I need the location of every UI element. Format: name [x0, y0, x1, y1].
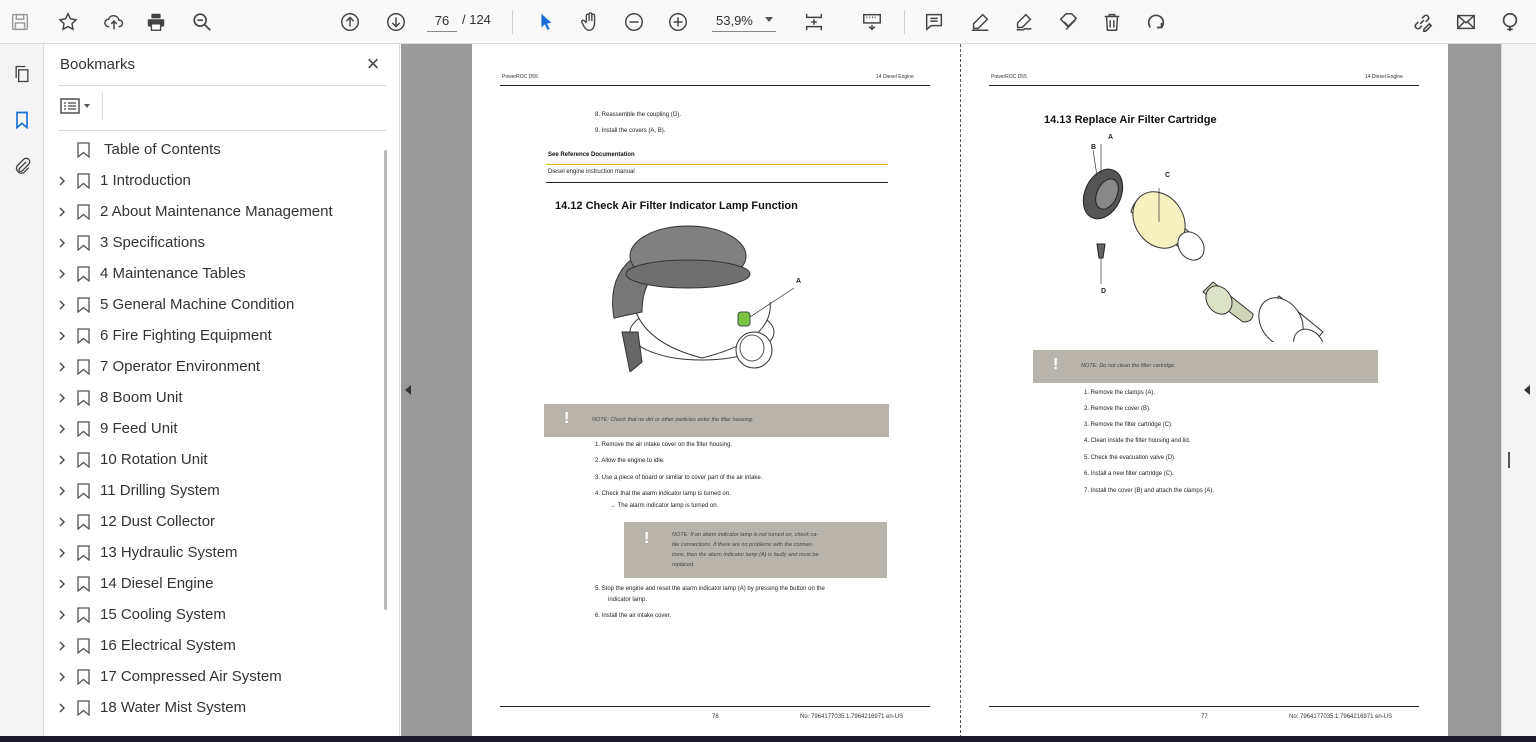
chevron-right-icon[interactable]	[57, 703, 67, 713]
reference-heading: See Reference Documentation	[548, 152, 635, 158]
bookmark-icon	[77, 638, 90, 654]
footer-rule	[989, 706, 1419, 707]
bookmark-label: Table of Contents	[104, 141, 221, 158]
chevron-right-icon[interactable]	[57, 300, 67, 310]
bookmark-label: 13 Hydraulic System	[100, 544, 238, 561]
upload-cloud-icon[interactable]	[100, 8, 128, 36]
note-text: ble connections. If there are no problems with the connec-	[672, 542, 814, 548]
star-icon[interactable]	[54, 8, 82, 36]
bookmark-item[interactable]	[44, 475, 384, 506]
header-rule	[500, 85, 930, 86]
bookmark-label: 7 Operator Environment	[100, 358, 261, 375]
collapse-panel-icon[interactable]	[405, 385, 411, 395]
note-text: NOTE: Do not clean the filter cartridge.	[1081, 363, 1176, 369]
bookmark-icon	[77, 669, 90, 685]
bookmark-icon	[77, 700, 90, 716]
chevron-right-icon[interactable]	[57, 331, 67, 341]
chevron-right-icon[interactable]	[57, 238, 67, 248]
note-text: tions, then the alarm indicator lamp (A) is faulty and must be	[672, 552, 819, 558]
expand-right-panel-icon[interactable]	[1524, 385, 1530, 395]
reference-rule	[546, 164, 888, 165]
exclamation-icon: !	[1053, 356, 1059, 373]
chevron-right-icon[interactable]	[57, 517, 67, 527]
chevron-right-icon[interactable]	[57, 176, 67, 186]
toolbar-divider	[512, 10, 513, 34]
page-number: 77	[1201, 714, 1208, 720]
chevron-right-icon[interactable]	[57, 610, 67, 620]
note-text: replaced.	[672, 562, 695, 568]
print-icon[interactable]	[142, 8, 170, 36]
bookmark-icon	[77, 173, 90, 189]
page-number-input[interactable]: 76	[427, 10, 457, 32]
bookmarks-scrollbar[interactable]	[384, 150, 387, 610]
page-fit-icon[interactable]	[800, 8, 828, 36]
account-icon[interactable]	[1496, 8, 1524, 36]
select-cursor-icon[interactable]	[532, 8, 560, 36]
zoom-out-icon[interactable]	[620, 8, 648, 36]
footer-rule	[500, 706, 930, 707]
figure-label: A	[796, 278, 802, 285]
bookmark-icon	[77, 328, 90, 344]
section-title: 14.12 Check Air Filter Indicator Lamp Function	[555, 200, 798, 212]
chevron-right-icon[interactable]	[57, 207, 67, 217]
page-header-right: 14 Diesel Engine	[1365, 74, 1403, 80]
previous-page-icon[interactable]	[336, 8, 364, 36]
attachment-icon[interactable]	[8, 152, 36, 180]
step-text: 2. Remove the cover (B).	[1084, 406, 1151, 412]
stamp-icon[interactable]	[1054, 8, 1082, 36]
chevron-right-icon[interactable]	[57, 641, 67, 651]
step-result: → The alarm indicator lamp is turned on.	[610, 503, 719, 509]
list-options-icon	[60, 98, 80, 114]
right-panel-gutter	[1501, 44, 1536, 742]
page-header-left: PowerROC D55	[502, 74, 538, 80]
link-edit-icon[interactable]	[1408, 8, 1436, 36]
note-box	[624, 522, 887, 578]
bookmark-item[interactable]	[44, 289, 384, 320]
bookmark-options-button[interactable]	[60, 95, 96, 117]
page-header-right: 14 Diesel Engine	[876, 74, 914, 80]
rotate-icon[interactable]	[1142, 8, 1170, 36]
comment-icon[interactable]	[920, 8, 948, 36]
chevron-right-icon[interactable]	[57, 486, 67, 496]
exclamation-icon: !	[564, 410, 570, 427]
bookmark-label: 4 Maintenance Tables	[100, 265, 246, 282]
bookmark-label: 2 About Maintenance Management	[100, 203, 333, 220]
bookmark-panel-icon[interactable]	[8, 106, 36, 134]
zoom-search-icon[interactable]	[188, 8, 216, 36]
filter-exploded-illustration	[1071, 132, 1341, 342]
toolbar-divider	[904, 10, 905, 34]
hand-tool-icon[interactable]	[576, 8, 604, 36]
note-box	[544, 404, 889, 437]
bookmark-icon	[77, 142, 90, 158]
figure-label-b: B	[1091, 144, 1097, 151]
step-text: 1. Remove the clamps (A).	[1084, 390, 1156, 396]
bookmark-item[interactable]	[44, 382, 384, 413]
chevron-down-icon[interactable]	[765, 17, 773, 22]
bookmark-item[interactable]	[44, 661, 384, 692]
step-text: 6. Install the air intake cover.	[595, 613, 672, 619]
trash-icon[interactable]	[1098, 8, 1126, 36]
step-text: 4. Clean inside the filter housing and lid.	[1084, 438, 1191, 444]
zoom-level-select[interactable]: 53,9%	[712, 10, 776, 32]
save-icon[interactable]	[6, 8, 34, 36]
bookmark-icon	[77, 235, 90, 251]
bookmark-item[interactable]	[44, 196, 384, 227]
bookmark-label: 10 Rotation Unit	[100, 451, 208, 468]
step-text: 3. Use a piece of board or similar to cover part of the air intake.	[595, 475, 763, 481]
chevron-right-icon[interactable]	[57, 424, 67, 434]
bookmark-icon	[77, 545, 90, 561]
bookmark-icon	[77, 607, 90, 623]
bookmark-label: 3 Specifications	[100, 234, 206, 251]
step-text: 7. Install the cover (B) and attach the clamps (A).	[1084, 488, 1215, 494]
divider	[102, 92, 103, 120]
vertical-scrollbar-thumb[interactable]	[1508, 452, 1510, 468]
figure-label-d: D	[1101, 288, 1107, 295]
chevron-right-icon[interactable]	[57, 362, 67, 372]
bookmark-label: 9 Feed Unit	[100, 420, 178, 437]
bookmark-icon	[77, 359, 90, 375]
close-icon[interactable]: ×	[366, 51, 380, 76]
divider	[58, 85, 386, 86]
step-text: 6. Install a new filter cartridge (C).	[1084, 471, 1174, 477]
step-text: 2. Allow the engine to idle.	[595, 458, 665, 464]
chevron-right-icon[interactable]	[57, 455, 67, 465]
bookmark-label: 18 Water Mist System	[100, 699, 247, 716]
bookmark-item[interactable]	[44, 506, 384, 537]
email-icon[interactable]	[1452, 8, 1480, 36]
bookmark-item[interactable]	[44, 537, 384, 568]
zoom-in-icon[interactable]	[664, 8, 692, 36]
highlight-pen-icon[interactable]	[966, 8, 994, 36]
header-rule	[989, 85, 1419, 86]
bookmark-label: 15 Cooling System	[100, 606, 226, 623]
chevron-right-icon[interactable]	[57, 579, 67, 589]
bookmark-item[interactable]	[44, 444, 384, 475]
step-text: 5. Stop the engine and reset the alarm indicator lamp (A) by pressing the button on the	[595, 586, 825, 592]
air-filter-illustration	[602, 222, 812, 372]
page-number: 76	[712, 714, 719, 720]
bookmarks-panel	[44, 44, 400, 742]
navigation-rail	[0, 44, 44, 742]
step-text: 5. Check the evacuation valve (D).	[1084, 455, 1176, 461]
bookmark-item[interactable]	[44, 227, 384, 258]
document-number: No: 7964177035.1.7964216971 en-US	[1289, 714, 1393, 720]
step-text: 3. Remove the filter cartridge (C).	[1084, 422, 1173, 428]
bookmark-item[interactable]	[44, 568, 384, 599]
bookmark-item[interactable]	[44, 599, 384, 630]
step-text: indicator lamp.	[608, 597, 648, 603]
figure-label-c: C	[1165, 172, 1171, 179]
bookmark-icon	[77, 483, 90, 499]
page-total: / 124	[462, 12, 491, 27]
bookmark-label: 17 Compressed Air System	[100, 668, 282, 685]
bookmark-label: 11 Drilling System	[100, 482, 220, 499]
bookmark-item[interactable]	[44, 258, 384, 289]
bookmark-icon	[77, 266, 90, 282]
bookmark-label: 5 General Machine Condition	[100, 296, 295, 313]
chevron-right-icon[interactable]	[57, 269, 67, 279]
bookmark-icon	[77, 390, 90, 406]
figure-label-a: A	[1108, 134, 1114, 141]
page-header-left: PowerROC D55	[991, 74, 1027, 80]
chevron-right-icon[interactable]	[57, 672, 67, 682]
bookmark-icon	[77, 514, 90, 530]
bookmark-label: 8 Boom Unit	[100, 389, 183, 406]
note-text: NOTE: If an alarm indicator lamp is not turned on, check ca-	[672, 532, 819, 538]
section-title: 14.13 Replace Air Filter Cartridge	[1044, 114, 1217, 126]
pdf-page-76	[472, 44, 960, 738]
step-text: 4. Check that the alarm indicator lamp is turned on.	[595, 491, 731, 497]
step-text: 9. Install the covers (A, B).	[595, 128, 666, 134]
document-number: No: 7964177035.1.7964216971 en-US	[800, 714, 904, 720]
bookmark-icon	[77, 576, 90, 592]
page-thumbnails-icon[interactable]	[8, 60, 36, 88]
chevron-right-icon[interactable]	[57, 393, 67, 403]
step-text: 1. Remove the air intake cover on the filter housing.	[595, 442, 733, 448]
toolbar	[0, 0, 1536, 44]
bookmark-item[interactable]	[44, 692, 384, 723]
bookmark-label: 1 Introduction	[100, 172, 191, 189]
bookmark-item[interactable]	[44, 134, 384, 165]
step-text: 8. Reassemble the coupling (G).	[595, 112, 682, 118]
read-mode-icon[interactable]	[858, 8, 886, 36]
bookmark-item[interactable]	[44, 165, 384, 196]
chevron-down-icon	[84, 104, 90, 108]
taskbar-strip	[0, 736, 1536, 742]
exclamation-icon: !	[644, 530, 650, 547]
bookmark-item[interactable]	[44, 320, 384, 351]
bookmark-item[interactable]	[44, 413, 384, 444]
bookmark-label: 6 Fire Fighting Equipment	[100, 327, 272, 344]
bookmark-label: 14 Diesel Engine	[100, 575, 214, 592]
bookmark-item[interactable]	[44, 630, 384, 661]
bookmark-icon	[77, 452, 90, 468]
bookmark-label: 12 Dust Collector	[100, 513, 216, 530]
bookmark-icon	[77, 421, 90, 437]
bookmark-label: 16 Electrical System	[100, 637, 236, 654]
bookmark-item[interactable]	[44, 351, 384, 382]
divider	[58, 130, 386, 131]
reference-body: Diesel engine instruction manual	[548, 169, 635, 175]
sign-icon[interactable]	[1010, 8, 1038, 36]
bookmark-icon	[77, 297, 90, 313]
reference-rule	[546, 182, 888, 183]
note-text: NOTE: Check that no dirt or other particles enter the filter housing.	[592, 417, 754, 423]
bookmarks-title: Bookmarks	[60, 56, 136, 73]
note-box	[1033, 350, 1378, 383]
bookmark-icon	[77, 204, 90, 220]
pdf-page-77	[960, 44, 1448, 738]
next-page-icon[interactable]	[382, 8, 410, 36]
chevron-right-icon[interactable]	[57, 548, 67, 558]
